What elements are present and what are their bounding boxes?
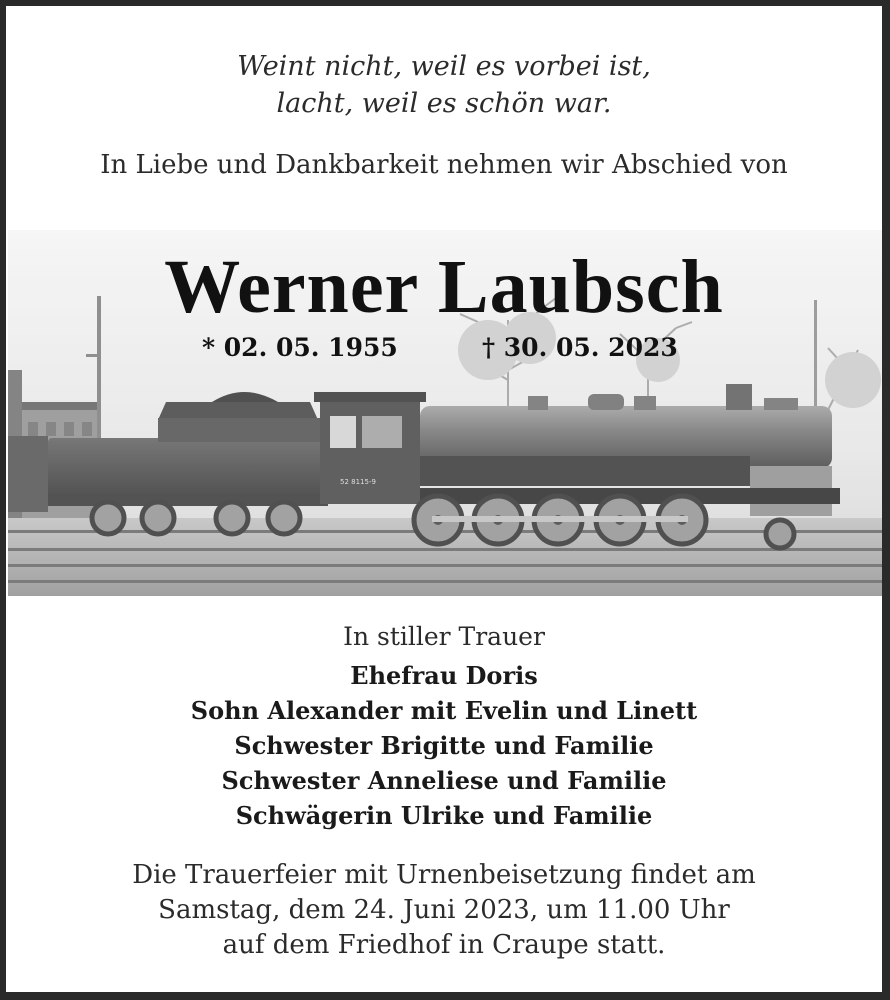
death-date: † 30. 05. 2023: [482, 333, 678, 362]
mourner-entry: Sohn Alexander mit Evelin und Linett: [190, 696, 698, 725]
mourners-list: [6, 658, 882, 833]
deceased-name: Werner Laubsch: [164, 245, 724, 329]
mourner-entry: Schwägerin Ulrike und Familie: [235, 801, 653, 830]
mourning-heading: In stiller Trauer: [343, 622, 545, 651]
birth-date: * 02. 05. 1955: [202, 333, 398, 362]
intro-text: In Liebe und Dankbarkeit nehmen wir Abschied von: [100, 150, 788, 180]
service-line-1: Die Trauerfeier mit Urnenbeisetzung findet am: [132, 860, 756, 890]
mourner-entry: Ehefrau Doris: [350, 661, 538, 690]
mourner-entry: Schwester Brigitte und Familie: [234, 731, 654, 760]
quote: [6, 48, 882, 122]
quote-line-1: Weint nicht, weil es vorbei ist,: [237, 51, 651, 82]
service-line-2: Samstag, dem 24. Juni 2023, um 11.00 Uhr: [158, 895, 730, 925]
obituary-notice: [6, 6, 882, 992]
mourner-entry: Schwester Anneliese und Familie: [221, 766, 667, 795]
quote-line-2: lacht, weil es schön war.: [276, 88, 612, 119]
locomotive-number: 52 8115-9: [340, 478, 376, 486]
service-info: [6, 858, 882, 963]
service-line-3: auf dem Friedhof in Craupe statt.: [222, 930, 666, 960]
